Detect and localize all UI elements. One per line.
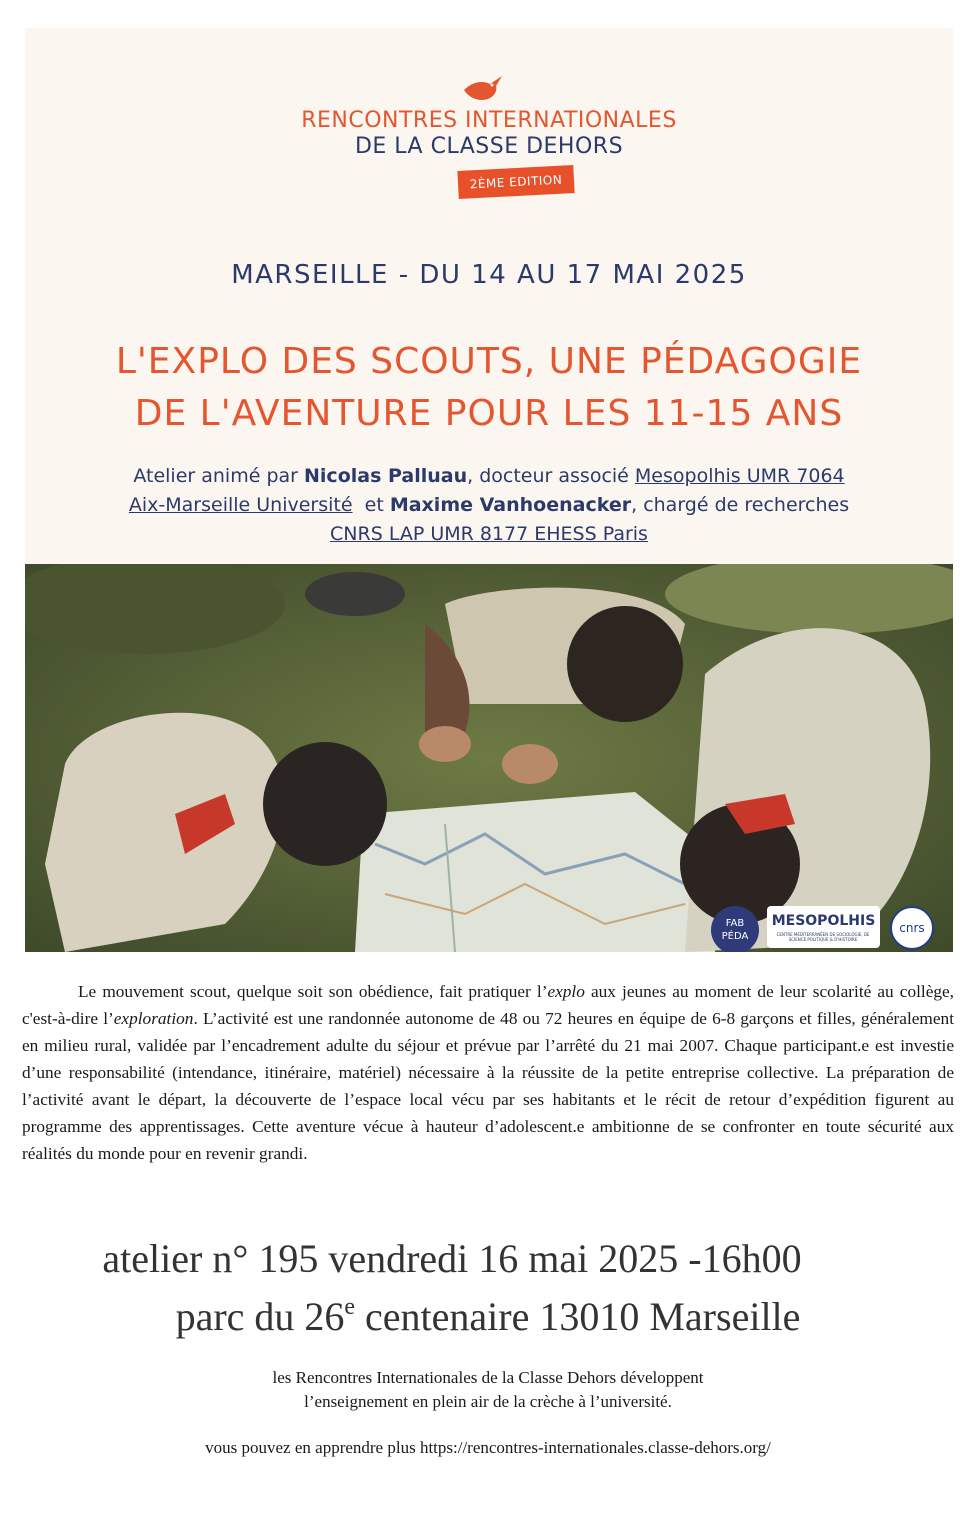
description-em-explo: explo: [547, 982, 585, 1001]
credits-line-3: [25, 520, 953, 549]
footer-line-2: l’enseignement en plein air de la crèche à l’université.: [304, 1392, 672, 1411]
org-link-1b[interactable]: Aix-Marseille Université: [128, 494, 353, 516]
brand-line-1: RENCONTRES INTERNATIONALES: [301, 108, 677, 133]
description-part-2: aux jeunes au moment de leur scolarité au collège, c'est-à-dire l’: [22, 982, 955, 1028]
credits-intro: Atelier animé par: [133, 465, 305, 487]
brand-line-2: DE LA CLASSE DEHORS: [354, 134, 624, 159]
presenter-2: Maxime Vanhoenacker: [389, 494, 632, 516]
description-part-3: . L’activité est une randonnée autonome de 48 ou 72 heures en équipe de 6-8 garçons et filles, généralement en milieu rural, validée par l’encadrement adulte du séjour et prévue par l’arrêté du 21 mai 2007. Chaque participant.e est investie d’une responsabilité (intendance, itinéraire, matériel) nécessaire à la réussite de la petite entreprise collective. La préparation de l’activité avant le départ, la découverte de l’espace local vécu par ses habitants et le récit de retour d’expédition figurent au programme des apprentissages. Cette aventure vécue à hauteur d’adolescent.e ambitionne de se confronter en toute sécurité aux réalités du monde pour en revenir grandi.: [22, 1009, 954, 1163]
credits-line-2: [25, 491, 953, 520]
bird-logo-icon: [462, 72, 504, 106]
description-em-exploration: exploration: [113, 1009, 194, 1028]
poster-header: [25, 28, 953, 564]
fab-logo-line-1: FAB: [725, 918, 745, 929]
mesopolhis-logo: [767, 906, 880, 948]
description-paragraph: [22, 978, 954, 1167]
presenter-1: Nicolas Palluau: [304, 465, 468, 487]
org-link-1[interactable]: Mesopolhis UMR 7064: [634, 465, 845, 487]
description-part-1: Le mouvement scout, quelque soit son obédience, fait pratiquer l’: [78, 982, 548, 1001]
credits-line-1: [25, 462, 953, 491]
venue-part-2: centenaire 13010 Marseille: [355, 1294, 801, 1339]
mesopolhis-logo-subtitle: CENTRE MÉDITERRANÉEN DE SOCIOLOGIE, DE SCIENCE POLITIQUE & D'HISTOIRE: [776, 932, 870, 942]
credits-join: et: [352, 494, 390, 516]
event-poster: [25, 28, 953, 952]
event-details-line-1: atelier n° 195 vendredi 16 mai 2025 -16h00: [102, 1236, 802, 1281]
org-link-2[interactable]: CNRS LAP UMR 8177 EHESS Paris: [330, 523, 648, 545]
workshop-credits: [25, 462, 953, 549]
presenter-2-role: , chargé de recherches: [631, 494, 850, 516]
event-dates: MARSEILLE - DU 14 AU 17 MAI 2025: [231, 260, 747, 290]
presenter-1-role: , docteur associé: [467, 465, 635, 487]
mesopolhis-logo-text: MESOPOLHIS: [771, 913, 876, 929]
title-line-1: L'EXPLO DES SCOUTS, UNE PÉDAGOGIE: [115, 341, 863, 382]
venue-part-1: parc du 26: [175, 1294, 345, 1339]
footer-website-line[interactable]: vous pouvez en apprendre plus https://rencontres-internationales.classe-dehors.org/: [205, 1438, 771, 1457]
fab-logo-line-2: PÉDA: [721, 931, 749, 942]
event-details-line-2: [0, 1292, 976, 1342]
workshop-title: [25, 336, 953, 440]
edition-badge: 2ÈME EDITION: [457, 165, 574, 199]
title-line-2: DE L'AVENTURE POUR LES 11-15 ANS: [134, 393, 844, 434]
fab-peda-logo: [711, 906, 759, 952]
cnrs-logo: cnrs: [890, 906, 934, 950]
scouts-map-photo: [25, 564, 953, 952]
venue-superscript: e: [344, 1294, 356, 1320]
footer-line-1: les Rencontres Internationales de la Classe Dehors développent: [272, 1368, 704, 1387]
